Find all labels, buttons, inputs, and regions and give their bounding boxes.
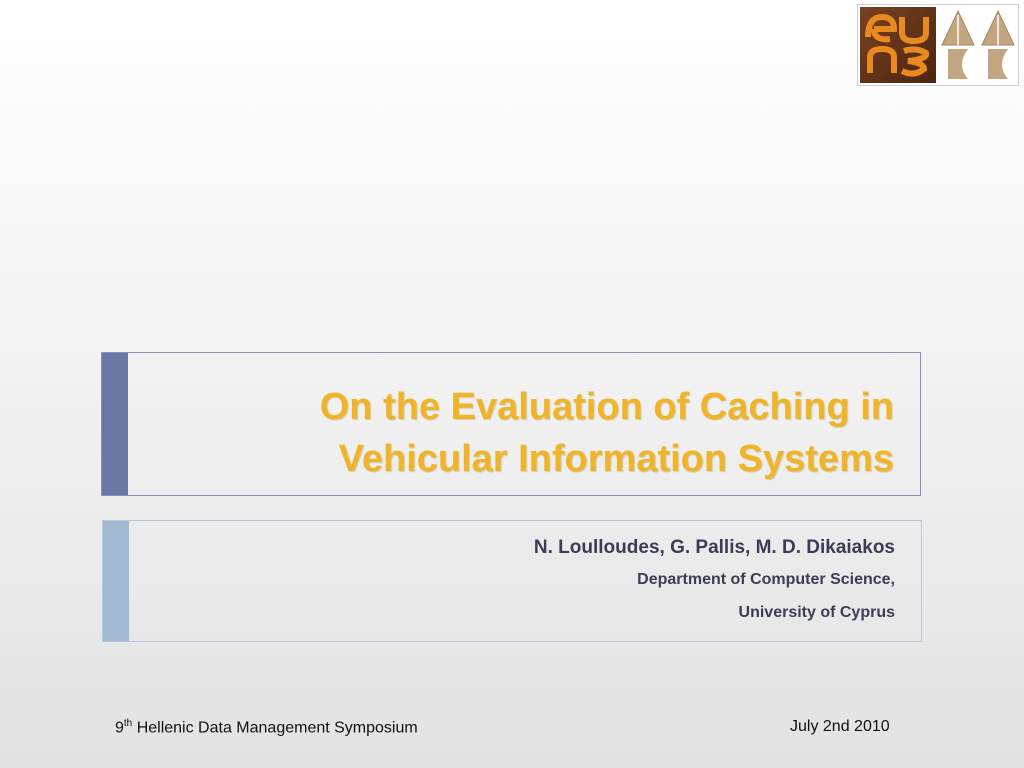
tree-logo-icon	[938, 7, 1018, 83]
title-line-2: Vehicular Information Systems	[338, 438, 894, 480]
event-suffix: th	[123, 718, 133, 729]
slide-title	[320, 381, 894, 485]
department: Department of Computer Science,	[637, 571, 895, 588]
footer-event	[115, 718, 418, 737]
title-placeholder	[101, 352, 921, 496]
footer-date: July 2nd 2010	[790, 718, 890, 735]
logo-group	[857, 4, 1019, 86]
authors: N. Loulloudes, G. Pallis, M. D. Dikaiakos	[533, 537, 895, 558]
subtitle-placeholder	[102, 520, 922, 642]
event-number: 9	[115, 719, 124, 737]
subtitle-text	[534, 535, 895, 624]
eune-logo	[860, 7, 936, 83]
subtitle-accent-bar	[103, 521, 129, 641]
event-name: Hellenic Data Management Symposium	[132, 719, 418, 737]
title-accent-bar	[102, 353, 128, 495]
university: University of Cyprus	[738, 604, 895, 621]
title-line-1: On the Evaluation of Caching in	[319, 386, 894, 428]
